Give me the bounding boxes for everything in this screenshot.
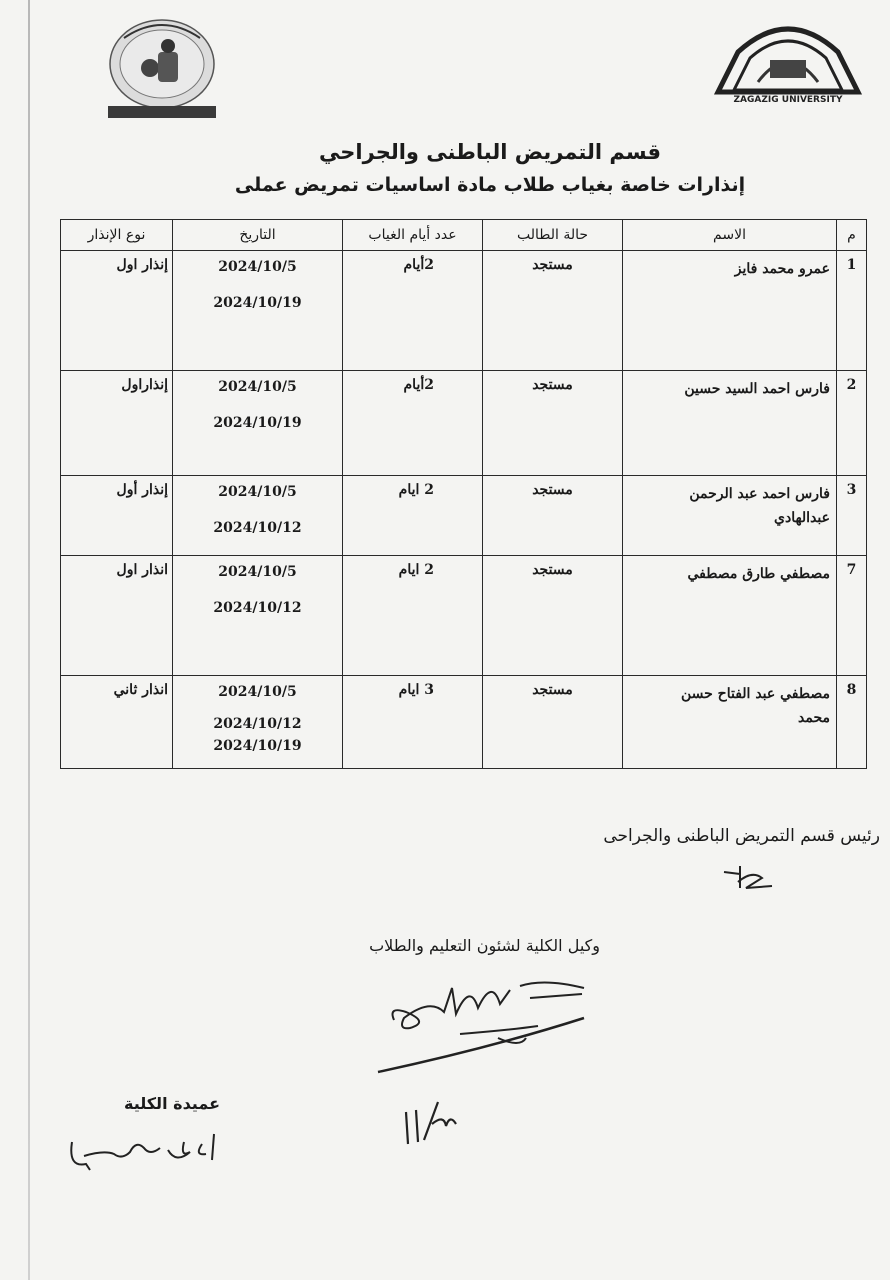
row-index: 3 <box>837 476 867 556</box>
column-header-name: الاسم <box>623 220 837 251</box>
student-name: فارس احمد عبد الرحمن عبدالهادي <box>623 476 837 556</box>
warning-type: انذار ثاني <box>61 676 173 769</box>
row-index: 1 <box>837 251 867 371</box>
absence-days: 3 ايام <box>343 676 483 769</box>
student-name: مصطفي طارق مصطفي <box>623 556 837 676</box>
absence-dates <box>173 676 343 769</box>
table-row <box>61 371 867 476</box>
absence-days: 2أيام <box>343 371 483 476</box>
table-row <box>61 251 867 371</box>
student-status: مستجد <box>483 476 623 556</box>
absence-dates <box>173 556 343 676</box>
absence-date: 2024/10/5 <box>218 484 297 500</box>
table-header-row <box>61 220 867 251</box>
absence-date: 2024/10/19 <box>213 415 302 431</box>
university-logo-caption: ZAGAZIG UNIVERSITY <box>733 95 843 104</box>
student-status: مستجد <box>483 556 623 676</box>
absence-date: 2024/10/12 <box>213 520 302 536</box>
student-status: مستجد <box>483 251 623 371</box>
vice-dean-signature-icon <box>370 968 600 1080</box>
row-index: 7 <box>837 556 867 676</box>
column-header-status: حالة الطالب <box>483 220 623 251</box>
warning-type: انذار اول <box>61 556 173 676</box>
table-row <box>61 676 867 769</box>
absence-date: 2024/10/5 <box>218 259 297 275</box>
university-logo <box>708 12 868 104</box>
student-status: مستجد <box>483 676 623 769</box>
warning-type: إنذار اول <box>61 251 173 371</box>
dean-label: عميدة الكلية <box>123 1094 220 1113</box>
student-name: مصطفي عبد الفتاح حسن محمد <box>623 676 837 769</box>
absence-date: 2024/10/5 <box>218 564 297 580</box>
absence-date: 2024/10/19 <box>213 295 302 311</box>
student-name: فارس احمد السيد حسين <box>623 371 837 476</box>
student-name: عمرو محمد فايز <box>623 251 837 371</box>
warning-type: إنذاراول <box>61 371 173 476</box>
absence-date: 2024/10/5 <box>218 684 297 700</box>
absence-days: 2 ايام <box>343 476 483 556</box>
head-of-department-label: رئيس قسم التمريض الباطنى والجراحى <box>603 826 880 846</box>
column-header-days: عدد أيام الغياب <box>343 220 483 251</box>
faculty-logo <box>104 8 220 120</box>
absence-dates <box>173 251 343 371</box>
row-index: 2 <box>837 371 867 476</box>
row-index: 8 <box>837 676 867 769</box>
absence-dates <box>173 476 343 556</box>
column-header-date: التاريخ <box>173 220 343 251</box>
column-header-warning-type: نوع الإنذار <box>61 220 173 251</box>
page-edge <box>28 0 30 1280</box>
absence-date: 2024/10/12 <box>213 600 302 616</box>
table-row <box>61 476 867 556</box>
absence-date: 2024/10/12 <box>213 716 302 732</box>
column-header-index: م <box>837 220 867 251</box>
absence-date: 2024/10/5 <box>218 379 297 395</box>
table-row <box>61 556 867 676</box>
absence-warnings-table <box>60 219 867 769</box>
absence-dates <box>173 371 343 476</box>
document-subtitle: إنذارات خاصة بغياب طلاب مادة اساسيات تمريض عملى <box>234 174 746 196</box>
absence-days: 2 ايام <box>343 556 483 676</box>
dean-signature-icon <box>64 1120 234 1176</box>
student-status: مستجد <box>483 371 623 476</box>
vice-dean-label: وكيل الكلية لشئون التعليم والطلاب <box>369 936 600 955</box>
warning-type: إنذار أول <box>61 476 173 556</box>
handwritten-date-icon <box>398 1096 462 1150</box>
absence-date: 2024/10/19 <box>213 738 302 754</box>
absence-days: 2أيام <box>343 251 483 371</box>
head-signature-icon <box>718 862 778 896</box>
department-title: قسم التمريض الباطنى والجراحي <box>319 140 661 164</box>
